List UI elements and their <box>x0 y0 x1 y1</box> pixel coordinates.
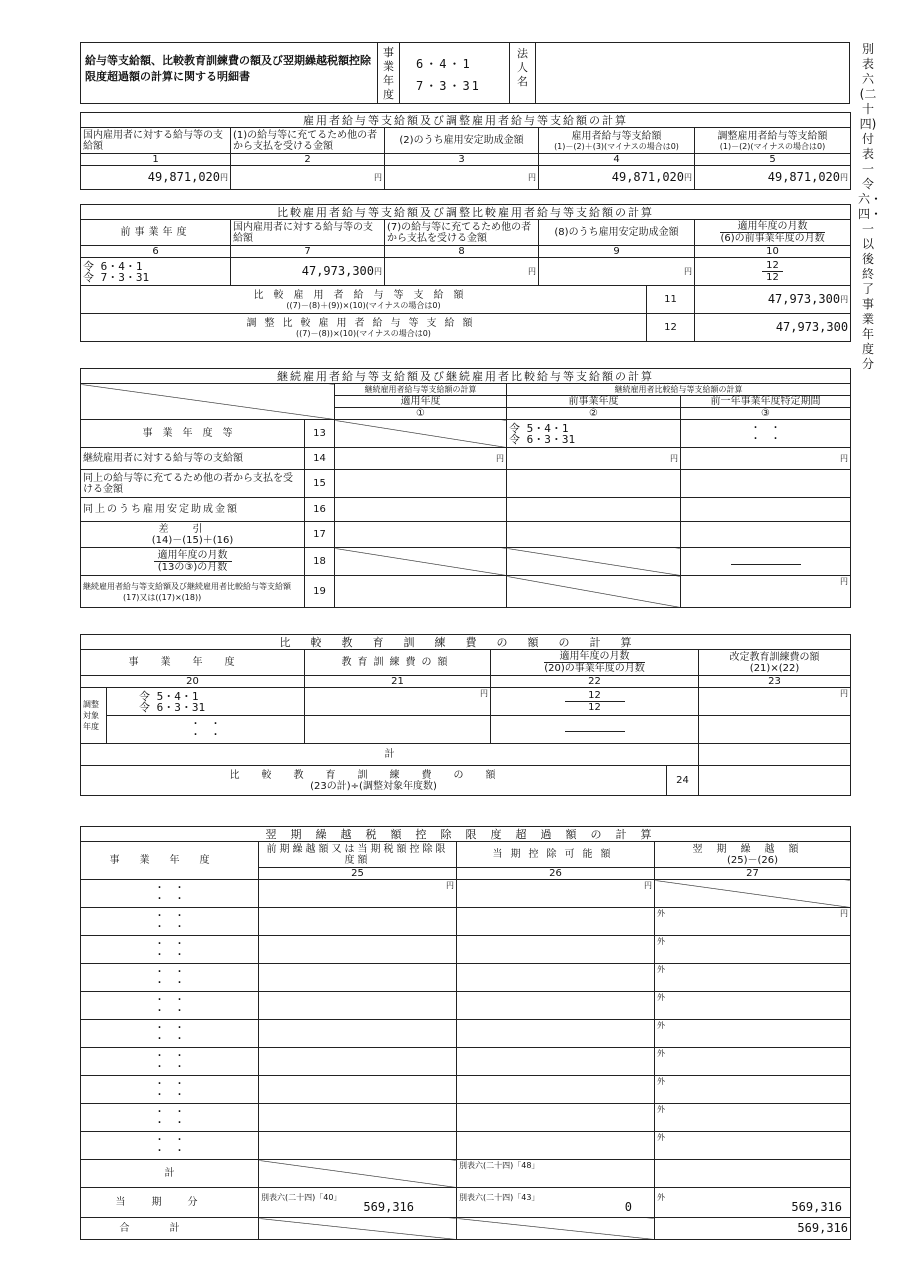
sec1-v1-cell[interactable]: $49,871,020^円$ <box>81 166 231 190</box>
sec3-c2n: ② <box>507 408 681 420</box>
sec3-r13-c3[interactable]: ・ ・ ・ ・ <box>681 420 851 448</box>
sec3-c1n: ① <box>335 408 507 420</box>
sec1-h1: 国内雇用者に対する給与等の支給額 <box>81 128 231 154</box>
sec2-r12-label: 調整比較雇用者給与等支給額 ((7)－(8))×(10)(マイナスの場合は0) <box>81 314 647 342</box>
sec1-h5s: (1)－(2)(マイナスの場合は0) <box>719 141 826 151</box>
sec2-v10b: 12 <box>766 272 779 283</box>
sec5-sum-25 <box>259 1218 457 1240</box>
sec1-h4: 雇用者給与等支給額 <box>571 130 662 142</box>
period-label: 事業年度 <box>383 46 394 101</box>
sec1-v1: 49,871,020 <box>147 169 220 184</box>
sec2-table <box>80 204 851 342</box>
col-num-26: 26 <box>457 868 655 880</box>
sec3-r14-c1[interactable]: 円 <box>335 448 507 470</box>
sec2-r12v-cell[interactable] <box>695 314 851 342</box>
row-num-18: 18 <box>305 548 335 576</box>
col-num-7: 7 <box>231 246 385 258</box>
row-num-15: 15 <box>305 470 335 498</box>
sec4-row2-22[interactable] <box>491 716 699 744</box>
sec5-h26: 当期控除可能額 <box>457 842 655 868</box>
table-row: ・ ・ ・ ・ 外 <box>81 1048 851 1076</box>
sec4-h20: 事業年度 <box>81 650 305 676</box>
sec3-r16-c1[interactable] <box>335 498 507 522</box>
col-num-21: 21 <box>305 676 491 688</box>
sec4-row1-21[interactable]: 円 <box>305 688 491 716</box>
sec1-title: 雇用者給与等支給額及び調整雇用者給与等支給額の計算 <box>81 113 851 128</box>
sec5-title: 翌期繰越税額控除限度超過額の計算 <box>81 827 851 842</box>
table-row: ・ ・ ・ ・ 外 <box>81 1132 851 1160</box>
sec5-row-25[interactable]: 円 <box>259 880 457 908</box>
col-num-22: 22 <box>491 676 699 688</box>
sec2-h9: (8)のうち雇用安定助成金額 <box>539 220 695 246</box>
sec1-h4s: (1)－(2)＋(3)(マイナスの場合は0) <box>554 141 679 151</box>
sec1-table <box>80 112 851 190</box>
sec3-corner <box>81 384 335 420</box>
sec5-hyear: 事業年度 <box>81 842 259 880</box>
sec5-sum: 合計 <box>81 1218 259 1240</box>
sec1-v4-cell[interactable]: $49,871,020^円$ <box>539 166 695 190</box>
sec4-table <box>80 634 851 796</box>
sec5-total-27[interactable] <box>655 1160 851 1188</box>
sec3-r16: 同上のうち雇用安定助成金額 <box>81 498 305 522</box>
sec2-h10-cell <box>695 220 851 246</box>
row-num-13: 13 <box>305 420 335 448</box>
sec5-h25: 前期繰越額又は当期税額控除限度額 <box>259 842 457 868</box>
sec1-v5: 49,871,020 <box>767 169 840 184</box>
corp-name-field[interactable] <box>535 43 849 103</box>
sec1-v4: 49,871,020 <box>611 169 684 184</box>
sec1-h4-cell <box>539 128 695 154</box>
sec2-h10b: (6)の前事業年度の月数 <box>720 233 825 244</box>
sec3-r16-c2[interactable] <box>507 498 681 522</box>
row-num-11: 11 <box>647 286 695 314</box>
sec2-v7-cell[interactable]: $47,973,300^円$ <box>231 258 385 286</box>
sec4-row2-21[interactable] <box>305 716 491 744</box>
col-num-25: 25 <box>259 868 457 880</box>
form-header <box>80 42 850 104</box>
sec4-h22: $\frac{\text{適用年度の月数}}{\text{(20)の事業年度の月数}}$ <box>491 650 699 676</box>
sec2-v7: 47,973,300 <box>301 263 374 278</box>
sec4-side: 調整対象年度 <box>81 688 107 744</box>
sec4-total: 計 <box>81 744 699 766</box>
form-title: 給与等支給額、比較教育訓練費の額及び翌期繰越税額控除限度超過額の計算に関する明細書 <box>85 54 371 83</box>
sec2-r11v-cell[interactable]: $47,973,300^円$ <box>695 286 851 314</box>
period-label-cell <box>377 43 399 103</box>
sec4-row1-23[interactable]: 円 <box>699 688 851 716</box>
sec3-r19-c3[interactable]: 円 <box>681 576 851 608</box>
sec4-h21: 教育訓練費の額 <box>305 650 491 676</box>
sec2-p-to: 令 7・3・31 <box>83 270 150 284</box>
sec3-r13-c1 <box>335 420 507 448</box>
sec2-h7: 国内雇用者に対する給与等の支給額 <box>231 220 385 246</box>
sec5-total: 計 <box>81 1160 259 1188</box>
col-num-1: 1 <box>81 154 231 166</box>
row-num-14: 14 <box>305 448 335 470</box>
period-to[interactable]: 7・3・31 <box>416 79 481 93</box>
sec3-r18-c1 <box>335 548 507 576</box>
table-row: ・ ・ ・ ・ 外 <box>81 964 851 992</box>
sec4-r24: 比較教育訓練費の額 (23の計)÷(調整対象年度数) <box>81 766 667 796</box>
col-num-4: 4 <box>539 154 695 166</box>
col-num-23: 23 <box>699 676 851 688</box>
sec5-table <box>80 826 851 1240</box>
side-label: 別表六(二十四)付表一 令六・四・一以後終了事業年度分 <box>858 42 887 371</box>
sec5-v25: 569,316 <box>363 1199 414 1214</box>
table-row: ・ ・ ・ ・ 外 <box>81 1076 851 1104</box>
col-num-9: 9 <box>539 246 695 258</box>
sec3-r19-c2 <box>507 576 681 608</box>
sec3-r16-c3[interactable] <box>681 498 851 522</box>
sec5-row-26[interactable]: 円 <box>457 880 655 908</box>
sec3-hb: 継続雇用者比較給与等支給額の計算 <box>507 384 851 396</box>
sec1-h3: (2)のうち雇用安定助成金額 <box>385 128 539 154</box>
sec2-period-cell[interactable] <box>81 258 231 286</box>
sec3-r18-c3[interactable] <box>681 548 851 576</box>
col-num-6: 6 <box>81 246 231 258</box>
col-num-8: 8 <box>385 246 539 258</box>
row-num-12: 12 <box>647 314 695 342</box>
sec2-v9-cell[interactable]: 円 <box>539 258 695 286</box>
sec1-v3-cell[interactable]: 円 <box>385 166 539 190</box>
sec2-r12v: 47,973,300 <box>775 319 849 334</box>
sec3-r19-c1[interactable] <box>335 576 507 608</box>
sec5-current-27[interactable]: 外 569,316 <box>655 1188 851 1218</box>
sec2-v10-cell[interactable] <box>695 258 851 286</box>
sec5-row-27 <box>655 880 851 908</box>
sec3-c3n: ③ <box>681 408 851 420</box>
sec3-r18-c2 <box>507 548 681 576</box>
table-row: ・ ・ ・ ・ 外 <box>81 992 851 1020</box>
sec1-v5-cell[interactable]: $49,871,020^円$ <box>695 166 851 190</box>
sec3-c1: 適用年度 <box>335 396 507 408</box>
sec5-sum-26 <box>457 1218 655 1240</box>
col-num-27: 27 <box>655 868 851 880</box>
sec4-row1-period[interactable]: 令 5・4・1 令 6・3・31 <box>107 688 305 716</box>
sec3-r13: 事業年度等 <box>81 420 305 448</box>
sec1-v2-cell[interactable]: 円 <box>231 166 385 190</box>
sec2-title: 比較雇用者給与等支給額及び調整比較雇用者給与等支給額の計算 <box>81 205 851 220</box>
sec5-sum27: 569,316 <box>797 1220 848 1235</box>
sec5-total-25 <box>259 1160 457 1188</box>
sec4-row1-22[interactable]: $\frac{12}{12}$ <box>491 688 699 716</box>
sec1-h2: (1)の給与等に充てるため他の者から支払を受ける金額 <box>231 128 385 154</box>
table-row: ・ ・ ・ ・ 外 <box>81 1104 851 1132</box>
col-num-10: 10 <box>695 246 851 258</box>
corp-label: 法人名 <box>517 47 528 88</box>
sec3-r14-c2[interactable]: 円 <box>507 448 681 470</box>
table-row: ・ ・ ・ ・ 外 <box>81 936 851 964</box>
sec3-r17: 差引 (14)－(15)＋(16) <box>81 522 305 548</box>
sec2-v10t: 12 <box>762 260 783 272</box>
col-num-2: 2 <box>231 154 385 166</box>
period-cell <box>399 43 509 103</box>
period-from[interactable]: 6・4・1 <box>416 57 472 71</box>
sec3-r17-c2[interactable] <box>507 522 681 548</box>
sec3-r18: $\frac{\text{適用年度の月数}}{\text{(13の③)の月数}}$ <box>81 548 305 576</box>
sec3-r15: 同上の給与等に充てるため他の者から支払を受ける金額 <box>81 470 305 498</box>
col-num-5: 5 <box>695 154 851 166</box>
sec3-title: 継続雇用者給与等支給額及び継続雇用者比較給与等支給額の計算 <box>81 369 851 384</box>
sec3-r19: 継続雇用者給与等支給額及び継続雇用者比較給与等支給額 (17)又は((17)×(18)) <box>81 576 305 608</box>
sec4-row2-23[interactable] <box>699 716 851 744</box>
sec4-row2-period[interactable]: ・ ・ ・ ・ <box>107 716 305 744</box>
row-num-19: 19 <box>305 576 335 608</box>
sec4-r24v[interactable] <box>699 766 851 796</box>
sec5-current: 当期分 <box>81 1188 259 1218</box>
sec5-sum-27[interactable] <box>655 1218 851 1240</box>
sec2-r11v: 47,973,300 <box>767 291 841 306</box>
sec4-total-23[interactable] <box>699 744 851 766</box>
corp-label-cell <box>509 43 535 103</box>
sec3-r17-c1[interactable] <box>335 522 507 548</box>
sec5-row-period[interactable]: ・ ・ ・ ・ <box>81 880 259 908</box>
col-num-20: 20 <box>81 676 305 688</box>
sec3-r14: 継続雇用者に対する給与等の支給額 <box>81 448 305 470</box>
sec3-r15-c1[interactable] <box>335 470 507 498</box>
sec2-h8: (7)の給与等に充てるため他の者から支払を受ける金額 <box>385 220 539 246</box>
row-num-24: 24 <box>667 766 699 796</box>
table-row: ・ ・ ・ ・ 外 <box>81 1020 851 1048</box>
col-num-3: 3 <box>385 154 539 166</box>
sec3-ha: 継続雇用者給与等支給額の計算 <box>335 384 507 396</box>
sec4-h23: 改定教育訓練費の額 (21)×(22) <box>699 650 851 676</box>
sec2-p-from: 令 6・4・1 <box>83 259 143 273</box>
sec2-v8-cell[interactable]: 円 <box>385 258 539 286</box>
sec5-current-26[interactable]: 別表六(二十四)「43」 0 <box>457 1188 655 1218</box>
sec3-table <box>80 368 851 608</box>
sec5-current-25[interactable]: 別表六(二十四)「40」 569,316 <box>259 1188 457 1218</box>
sec1-h5: 調整雇用者給与等支給額 <box>717 130 828 142</box>
sec5-v26: 0 <box>624 1199 632 1214</box>
sec3-r13-c2[interactable]: 令 5・4・1 令 6・3・31 <box>507 420 681 448</box>
sec3-r15-c3[interactable] <box>681 470 851 498</box>
sec3-c2: 前事業年度 <box>507 396 681 408</box>
sec2-r11-label: 比較雇用者給与等支給額 ((7)－(8)＋(9))×(10)(マイナスの場合は0) <box>81 286 647 314</box>
sec3-c3: 前一年事業年度特定期間 <box>681 396 851 408</box>
row-num-17: 17 <box>305 522 335 548</box>
sec5-h27-cell: 翌期繰越額 (25)－(26) <box>655 842 851 868</box>
row-num-16: 16 <box>305 498 335 522</box>
sec3-r15-c2[interactable] <box>507 470 681 498</box>
sec3-r17-c3[interactable] <box>681 522 851 548</box>
table-row: ・ ・ ・ ・ 外 円 <box>81 908 851 936</box>
sec4-title: 比較教育訓練費の額の計算 <box>81 635 851 650</box>
sec2-h6: 前事業年度 <box>81 220 231 246</box>
sec1-h5-cell <box>695 128 851 154</box>
sec3-r14-c3[interactable]: 円 <box>681 448 851 470</box>
sec2-h10t: 適用年度の月数 <box>720 221 824 233</box>
sec5-total-26[interactable]: 別表六(二十四)「48」 <box>457 1160 655 1188</box>
sec5-v27: 569,316 <box>791 1199 842 1214</box>
